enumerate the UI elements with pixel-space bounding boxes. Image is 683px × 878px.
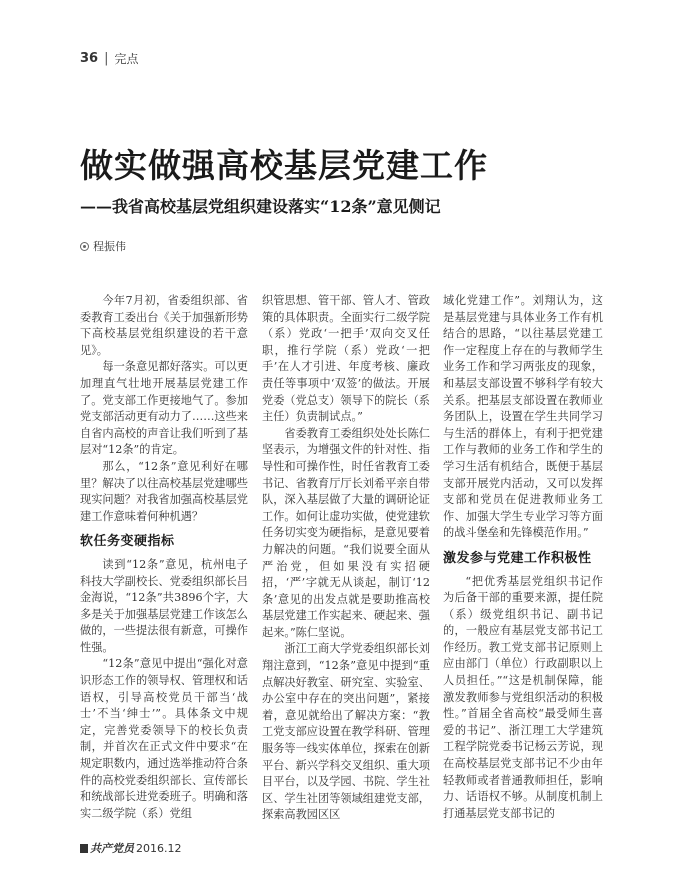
article-title: 做实做强高校基层党建工作 [80,146,488,185]
header-separator: | [104,51,109,66]
page-number: 36 [80,51,99,66]
page-footer [80,840,182,856]
issue-number: 2016.12 [136,841,182,855]
paragraph: 省委教育工委组织处处长陈仁坚表示，为增强文件的针对性、指导性和可操作性，时任省教育工委书记、省教育厅厅长刘希平亲自带队，深入基层做了大量的调研论证工作。如何让虚功实做，使党建软任务切实变为硬指标，是意见要着力解决的问题。“我们说要全面从严治党，但如果没有实招硬招，‘严’字就无从谈起，制订‘12条’意见的出发点就是要助推高校基层党建工作实起来、硬起来、强起来。”陈仁坚说。 [262,426,430,639]
logo-mark-icon [80,844,88,853]
paragraph: 织管思想、管干部、管人才、管政策的具体职责。全面实行二级学院（系）党政‘一把手’双向交叉任职，推行学院（系）党政‘一把手’在人才引进、年度考核、廉政责任等事项中‘双签’的做法。开展党委（党总支）领导下的院长（系主任）负责制试点。” [262,294,430,424]
author-bullet-icon [80,242,89,251]
text-column-3 [443,293,603,820]
paragraph: 域化党建工作”。刘翔认为，这是基层党建与具体业务工作有机结合的思路，“以往基层党建工作一定程度上存在的与教师学生业务工作和学习两张皮的现象，和基层支部设置不够科学有较大关系。把基层支部设置在教师业务团队上，设置在学生共同学习与生活的群体上，有利于把党建工作与教师的业务工作和学生的学习生活有机结合，既便于基层支部开展党内活动，又可以发挥支部和党员在促进教师业务工作、加强大学生专业学习等方面的战斗堡垒和先锋模范作用。” [443,294,603,540]
paragraph: 今年7月初，省委组织部、省委教育工委出台《关于加强新形势下高校基层党组织建设的若干意见》。 [80,294,248,357]
paragraph: 读到“12条”意见，杭州电子科技大学副校长、党委组织部长吕金海说，“12条”共3896个字，大多是关于加强基层党建工作该怎么做的，一些提法很有新意，可操作性强。 [80,557,248,654]
section-heading: 激发参与党建工作积极性 [443,550,592,566]
section-heading: 软任务变硬指标 [80,534,175,550]
paragraph: 那么，“12条”意见利好在哪里？解决了以往高校基层党建哪些现实问题？对我省加强高校基层党建工作意味着何种机遇？ [80,459,248,523]
logo-text: 共产党员 [90,842,134,855]
text-column-1 [80,293,248,820]
section-name: 完点 [114,52,139,66]
paragraph: 浙江工商大学党委组织部长刘翔注意到，“12条”意见中提到“重点解决好教室、研究室、实验室、办公室中存在的突出问题”，紧接着，意见就给出了解决方案：“教工党支部应设置在教学科研、管理服务等一线实体单位，探索在创新平台、新兴学科交叉组织、重大项目平台，以及学园、书院、学生社区、学生社团等领域组建党支部，探索高教园区区 [262,642,430,822]
author-line [80,238,126,254]
page-header [80,50,139,67]
text-column-2 [262,293,430,822]
magazine-logo [80,840,134,856]
paragraph: “12条”意见中提出“强化对意识形态工作的领导权、管理权和话语权，引导高校党员干部当‘战士’不当‘绅士’”。具体条文中规定，完善党委领导下的校长负责制，并首次在正式文件中要求“在规定职数内，通过选举推动符合条件的高校党委组织部长、宣传部长和统战部长进党委班子。明确和落实二级学院（系）党组 [80,657,248,820]
author-name: 程振伟 [93,240,126,253]
paragraph: “把优秀基层党组织书记作为后备干部的重要来源，提任院（系）级党组织书记、副书记的，一般应有基层党支部书记工作经历。教工党支部书记原则上应由部门（单位）行政副职以上人员担任。”“这是机制保障，能激发教师参与党组织活动的积极性。”首届全省高校“最受师生喜爱的书记”、浙江理工大学建筑工程学院党委书记杨云芳说，现在高校基层党支部书记不少由年轻教师或者普通教师担任，影响力、话语权不够。从制度机制上打通基层党支部书记的 [443,574,603,820]
article-subtitle: ——我省高校基层党组织建设落实“12条”意见侧记 [80,197,441,216]
paragraph: 每一条意见都好落实。可以更加理直气壮地开展基层党建工作了。党支部工作更接地气了。参加党支部活动更有动力了……这些来自省内高校的声音让我们听到了基层对“12条”的肯定。 [80,360,248,457]
